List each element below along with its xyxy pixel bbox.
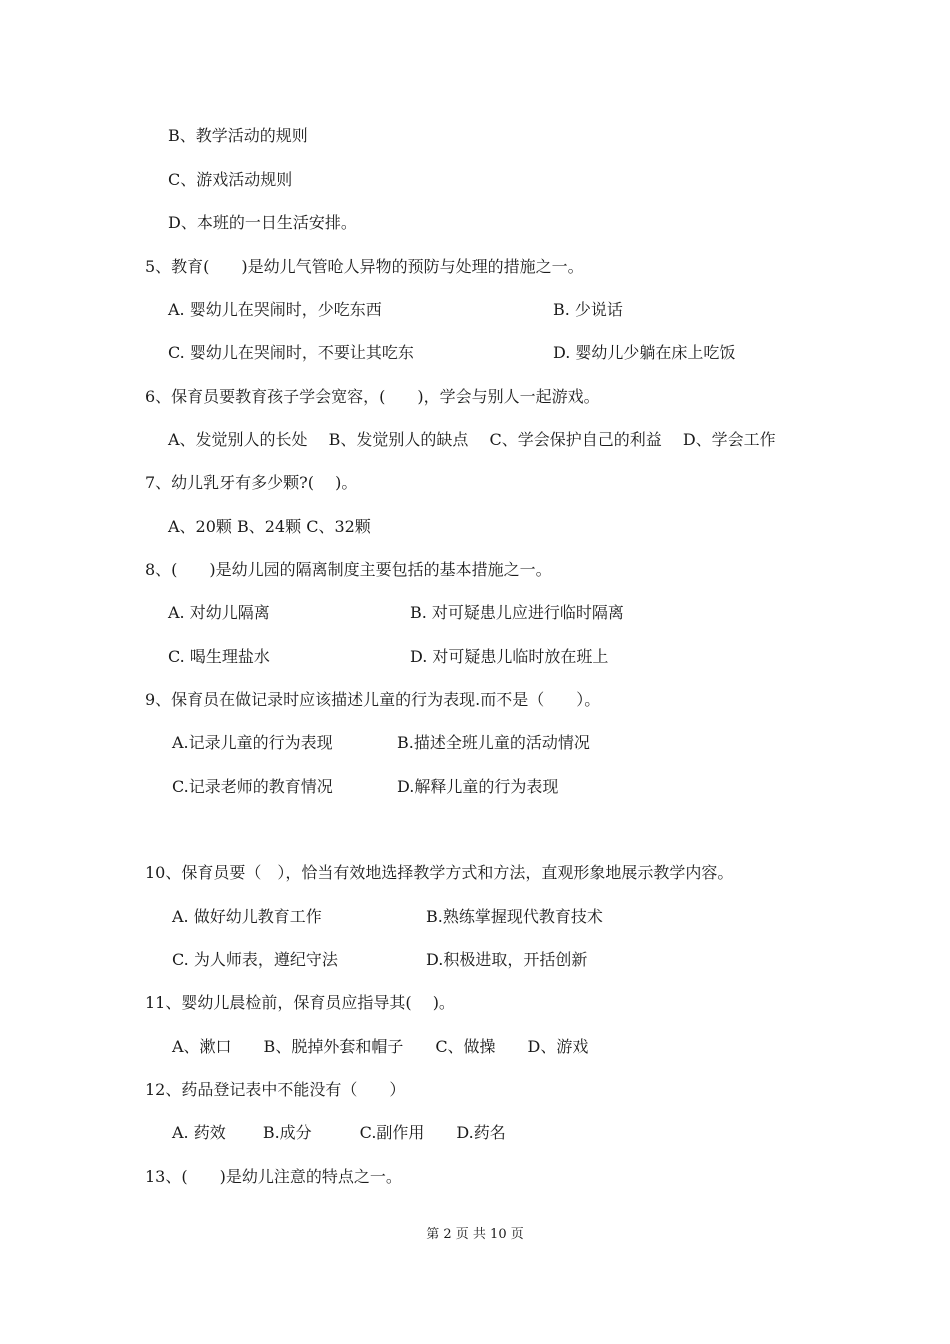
page-footer: 第 2 页 共 10 页 bbox=[426, 1227, 524, 1242]
question-10: 10、保育员要（ ），恰当有效地选择教学方式和方法，直观形象地展示教学内容。 bbox=[145, 863, 734, 882]
option-b: B. 对可疑患儿应进行临时隔离 bbox=[410, 603, 624, 622]
option-c: C. 喝生理盐水 bbox=[168, 647, 270, 666]
question-9: 9、保育员在做记录时应该描述儿童的行为表现.而不是（ ）。 bbox=[145, 690, 601, 709]
question-7: 7、幼儿乳牙有多少颗?( )。 bbox=[145, 473, 358, 492]
option-line: B、教学活动的规则 bbox=[168, 126, 308, 145]
question-8: 8、( )是幼儿园的隔离制度主要包括的基本措施之一。 bbox=[145, 560, 552, 579]
question-12-options: A. 药效 B.成分 C.副作用 D.药名 bbox=[172, 1123, 506, 1142]
question-11: 11、婴幼儿晨检前，保育员应指导其( )。 bbox=[145, 993, 455, 1012]
question-5: 5、教育( )是幼儿气管呛人异物的预防与处理的措施之一。 bbox=[145, 257, 584, 276]
question-12: 12、药品登记表中不能没有（ ） bbox=[145, 1080, 406, 1099]
option-a: A. 婴幼儿在哭闹时，少吃东西 bbox=[168, 300, 382, 319]
option-d: D.积极进取，开括创新 bbox=[426, 950, 588, 969]
option-line: C、游戏活动规则 bbox=[168, 170, 293, 189]
option-a: A.记录儿童的行为表现 bbox=[172, 733, 333, 752]
option-line: D、本班的一日生活安排。 bbox=[168, 213, 357, 232]
option-b: B.熟练掌握现代教育技术 bbox=[426, 907, 603, 926]
question-13: 13、( )是幼儿注意的特点之一。 bbox=[145, 1167, 402, 1186]
question-6-options: A、发觉别人的长处 B、发觉别人的缺点 C、学会保护自己的利益 D、学会工作 bbox=[168, 430, 776, 449]
option-d: D. 婴幼儿少躺在床上吃饭 bbox=[553, 343, 736, 362]
option-b: B. 少说话 bbox=[553, 300, 623, 319]
option-b: B.描述全班儿童的活动情况 bbox=[397, 733, 590, 752]
question-7-options: A、20颗 B、24颗 C、32颗 bbox=[168, 517, 371, 536]
option-d: D. 对可疑患儿临时放在班上 bbox=[410, 647, 609, 666]
option-d: D.解释儿童的行为表现 bbox=[397, 777, 559, 796]
question-6: 6、保育员要教育孩子学会宽容，( )，学会与别人一起游戏。 bbox=[145, 387, 600, 406]
option-a: A. 对幼儿隔离 bbox=[168, 603, 270, 622]
option-c: C. 为人师表，遵纪守法 bbox=[172, 950, 338, 969]
option-a: A. 做好幼儿教育工作 bbox=[172, 907, 322, 926]
option-c: C. 婴幼儿在哭闹时，不要让其吃东 bbox=[168, 343, 414, 362]
question-11-options: A、漱口 B、脱掉外套和帽子 C、做操 D、游戏 bbox=[172, 1037, 589, 1056]
option-c: C.记录老师的教育情况 bbox=[172, 777, 333, 796]
